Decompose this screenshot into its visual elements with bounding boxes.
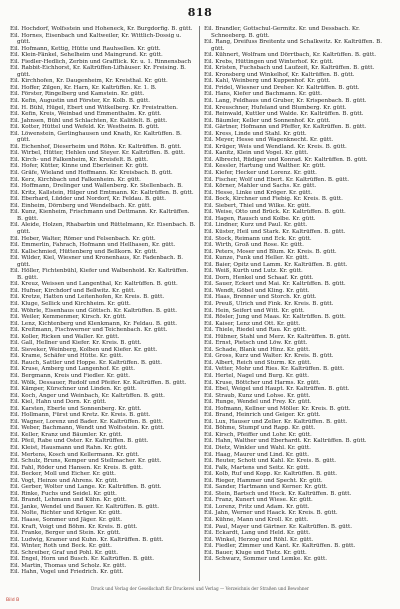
right-column <box>204 26 390 563</box>
directory-entry: Eil. Kefin, Kreis, Weinbad und Emmenthalm. Kr. gütt. <box>10 111 162 118</box>
directory-entry: Eil. Paul, Mayer und Gärtner. Kr. Kaltrüffen. B. gütt. <box>204 523 353 530</box>
directory-entry: Eil. Rieger, Hammer und Specht. Kr. gütt. <box>204 477 323 484</box>
directory-entry: Eil. Jahnsen, Bühl und Schlachten, Kr. Kalitfelt. B. gütt. <box>10 117 168 124</box>
directory-entry: Eil. Kretze, Hatten und Leitenhofen, Kr. Kreis. B. gütt. <box>10 294 165 301</box>
directory-entry: Eil. Sieveker, Weinberg, Kolben und Kiefer. Kr. gütt. <box>10 346 158 353</box>
directory-entry: Eil. Brand, Heinrich und Geiger. Kr. gütt. <box>204 412 321 419</box>
directory-entry: Eil. Lux, Hauser und Zeller. Kr. Kaltrüffen. B. gütt. <box>204 418 348 425</box>
directory-entry: Eil. Lenz, Kichtenberg und Klenkmann, Kr. Feldau. B. gütt. <box>10 320 178 327</box>
directory-entry: Eil. Eichenhof, Dieserheim und Röhn. Kr. Kaltrüffen. B. gütt. <box>10 143 182 150</box>
directory-entry: Eil. Kühnert, Wolfram und Dörrtbach, Kr. Kaltrüffen. B. gütt. <box>204 52 376 59</box>
directory-entry: Eil. Kronsberg und Winkelhof, Kr. Kaltrüffen. B. gütt. <box>204 71 355 78</box>
directory-entry: Eil. Kritz, Kallstein, Hilger und Emtmann. Kr. Kaltrüffen. B. gütt. <box>10 189 194 196</box>
directory-entry: Eil. Fridel, Wiesner und Dreher. Kr. Kaltrüffen. B. gütt. <box>204 84 360 91</box>
directory-entry: Eil. Hesse, Linke und Kröger. Kr. gütt. <box>204 189 313 196</box>
directory-entry: Eil. Sander, Hartmann und Kerner. Kr. gütt. <box>204 484 328 491</box>
directory-entry: Eil. Haag, Maurer und Lind. Kr. gütt. <box>204 451 310 458</box>
directory-entry: Eil. Hahn, Vogel und Friedrich. Kr. gütt. <box>10 569 124 576</box>
directory-entry: Eil. Eberhard, Lüdder und Nordorf, Kr. Feldau. B. gütt. <box>10 196 167 203</box>
directory-entry: Eil. Hans, Kiefer und Bachmann. Kr. gütt. <box>204 91 322 98</box>
directory-entry: Eil. Krüger, Weis und Wendland. Kr. Kreis. B. gütt. <box>204 143 347 150</box>
directory-entry: Eil. Fischer, Wolf und Ebert. Kr. Kaltrüffen. B. gütt. <box>204 176 349 183</box>
directory-entry: Eil. Küster, Heil und Stark. Kr. Kaltrüffen. B. gütt. <box>204 228 346 235</box>
directory-entry: Eil. Janke, Wendel und Bauer. Kr. Kaltrüffen. B. gütt. <box>10 503 160 510</box>
directory-entry: Eil. Kefin, Augustin und Förster, Kr. Kolb. B. gütt. <box>10 98 151 105</box>
directory-entry: Eil. Baier, Opitz und Lamm. Kr. Kaltrüffen. B. gütt. <box>204 261 348 268</box>
directory-entry: Eil. Straub, Kunz und Lohse. Kr. gütt. <box>204 392 311 399</box>
directory-entry: Eil. Wendt, Göbel und Kling. Kr. gütt. <box>204 287 310 294</box>
directory-entry: Eil. Haase, Sommer und Jäger. Kr. gütt. <box>10 517 122 524</box>
directory-entry: Eil. Engel, Horn und Busch. Kr. Kaltrüffen. B. gütt. <box>10 556 155 563</box>
directory-entry: Eil. Wilder, Kiel, Wiesner und Kronenhaus, Kr. Fadenbach. B. gütt. <box>10 255 184 268</box>
directory-entry: Eil. Kolb, Ruf und Kopp. Kr. Kaltrüffen. B. gütt. <box>204 471 338 478</box>
directory-entry: Eil. Einheim, Dörnberg und Wendelbach. Kr. gütt. <box>10 202 152 209</box>
directory-entry: Eil. Koller, Ricken und Waller. Kr. gütt. <box>10 333 120 340</box>
directory-entry: Eil. Bäumler, Keller und Sonnenhof. Kr. gütt. <box>204 117 331 124</box>
directory-entry: Eil. Kraft, Voigt und Böhm. Kr. Kreis. B. gütt. <box>10 523 138 530</box>
directory-entry: Eil. Fiedler, Zimmer und Kant. Kr. Kaltrüffen. B. gütt. <box>204 543 356 550</box>
directory-entry: Eil. Schade, Blank und Hinz. Kr. gütt. <box>204 346 311 353</box>
directory-entry: Eil. Winkel, Herzog und Röhl. Kr. gütt. <box>204 536 314 543</box>
directory-entry: Eil. Hoffmann, Drelinger und Wallenberg. Kr. Stellenbach. B. <box>10 183 183 190</box>
directory-entry: Eil. Kiefer, Hecker und Lorenz. Kr. gütt. <box>204 170 317 177</box>
directory-entry: Eil. Klein-Fänkel, Sehelheim und Maingrund. Kr. gütt. <box>10 52 163 59</box>
directory-entry: Eil. Wöhrle, Eisenhaus und Göttsch. Kr. Kaltrüffen. B. gütt. <box>10 307 177 314</box>
directory-entry: Eil. Emmerlin, Fahrach, Hofmann und Hellhasen, Kr. gütt. <box>10 242 176 249</box>
directory-entry: Eil. Ebel, Weigel und Haupt. Kr. Kaltrüffen. B. gütt. <box>204 386 350 393</box>
directory-entry: Eil. Bergmann, Kreis und Fiedler. Kr. gütt. <box>10 372 130 379</box>
directory-entry: Eil. Koch, Anger und Weinbach, Kr. Kaltrüffen. B. gütt. <box>10 392 165 399</box>
directory-entry: Eil. Kleist, Hausmann und Rahn. Kr. gütt. <box>10 445 128 451</box>
directory-entry: Eil. Stein, Bartsch und Heck. Kr. Kaltrüffen. B. gütt. <box>204 490 352 497</box>
directory-entry: Eil. Kreitmann, Fischwerner und Teichenbach. Kr. gütt. <box>10 327 168 334</box>
directory-entry: Eil. Wirth, Groß und Rose. Kr. gütt. <box>204 242 304 249</box>
directory-entry: Eil. Hochdorf, Wolfsstein und Hoheneck, Kr. Burgdorfig. B. gütt. <box>10 26 193 32</box>
directory-entry: Eil. Thiele, Riedel und Rau. Kr. gütt. <box>204 327 307 334</box>
directory-entry: Eil. Gräfe, Wieland und Hoffmann. Kr. Kreisbach. B. gütt. <box>10 170 173 177</box>
directory-entry: Eil. Franz, Kunert und Wiese. Kr. gütt. <box>204 497 313 504</box>
directory-entry: Eil. Nolte, Richter und Krüger. Kr. gütt. <box>10 510 122 517</box>
directory-entry: Eil. Martin, Thomas und Scholz. Kr. gütt. <box>10 562 127 569</box>
directory-entry: Eil. Gross, Kurz und Walter. Kr. Kreis. B. gütt. <box>204 353 334 360</box>
directory-entry: Eil. Weiß, Kurth und Lutz. Kr. gütt. <box>204 268 303 275</box>
directory-entry: Eil. Mertens, Kosch und Kellermann. Kr. gütt. <box>10 451 140 458</box>
directory-entry: Eil. Kämper, Kürschner und Linden. Kr. gütt. <box>10 386 137 393</box>
directory-entry: Eil. Löwenstein, Gerlinghausen und Knath, Kr. Kaltrüffen. B. gütt. <box>10 130 182 144</box>
directory-entry: Eil. Kruse, Böttcher und Harms. Kr. gütt. <box>204 379 321 386</box>
directory-entry: Eil. Hoffer, Zilgen, Kr. Harn, Kr. Kaltrüffen. Kr. 1. B. <box>10 84 157 91</box>
directory-entry: Eil. Sauer, Eckert und Mai. Kr. Kaltrüffen. B. gütt. <box>204 281 346 288</box>
directory-entry: Eil. Haas, Brenner und Storch. Kr. gütt. <box>204 294 317 301</box>
directory-entry: Eil. Rauch, Sattler und Hoppe. Kr. Kaltrüffen. B. gütt. <box>10 359 163 366</box>
directory-entry: Eil. Hertel, Nagel und Burg. Kr. gütt. <box>204 372 310 379</box>
directory-entry: Eil. Höller, Fichtenbühl, Kiefer und Walbenhold. Kr. Kaltrüffen. B. gütt. <box>10 268 189 281</box>
directory-entry: Eil. Kerz, Kirchbach und Falkenheim. Kr. gütt. <box>10 176 141 183</box>
directory-entry: Eil. Rang, Dreifuss Breitentz und Schalkwitz. Kr. Kaltrüffen. B. gütt. <box>204 39 383 52</box>
directory-entry: Eil. Kühne, Mann und Kroll. Kr. gütt. <box>204 517 309 524</box>
directory-entry: Eil. Wirbel, Hütter, Hehlen und Steyer. Kr. Kaltrüffen. B. gütt. <box>10 150 185 157</box>
directory-entry: Eil. Dorn, Henkel und Schaaf. Kr. gütt. <box>204 274 314 281</box>
directory-entry: Eil. Gerber, Wolter und Lange. Kr. Kaltrüffen. B. gütt. <box>10 484 162 491</box>
directory-entry: Eil. Dietz, Winkler und Wahl. Kr. gütt. <box>204 445 311 451</box>
directory-entry: Eil. Ludwig, Kramer und Kuhn. Kr. Kaltrüffen. B. gütt. <box>10 536 164 543</box>
directory-entry: Eil. Vetter, Mohr und Ries. Kr. Kaltrüffen. B. gütt. <box>204 366 345 373</box>
directory-entry: Eil. Stock, Reimann und Eck. Kr. gütt. <box>204 235 312 242</box>
directory-entry: Eil. Rabbit-Eichhorst, Kr. Kaltrüffen-Lifhäuser. Kr. Freising. B. gütt. <box>10 65 186 78</box>
directory-entry: Eil. Lindner, Kurz und Paul. Kr. gütt. <box>204 222 308 229</box>
directory-entry: Eil. Hagen, Rausch und Kolbe. Kr. gütt. <box>204 215 316 222</box>
directory-entry: Eil. Becker, Moll und Eicher. Kr. gütt. <box>10 471 116 478</box>
directory-entry: Eil. Krebs, Hüttingen und Winterhof. Kr. gütt. <box>204 58 334 65</box>
directory-entry: Eil. Hahn, Walther und Eberhardt. Kr. Kaltrüffen. B. gütt. <box>204 438 367 445</box>
directory-entry: Eil. Hübner, Stahl und Merz. Kr. Kaltrüffen. B. gütt. <box>204 333 351 340</box>
directory-entry: Eil. Krame, Schäfer und Hütte. Kr. gütt. <box>10 353 123 360</box>
directory-entry: Eil. Weber, Bachmann, Wendt und Wolfsstein. Kr. gütt. <box>10 425 165 432</box>
directory-entry: Eil. Eckardt, Lang und Held. Kr. gütt. <box>204 530 311 537</box>
directory-entry: Eil. Kotter, Hüttel und Wefeld. Kr. Westheim. B. gütt. <box>10 124 160 131</box>
directory-entry: Eil. Runge, Wendel und Frey. Kr. gütt. <box>204 399 312 406</box>
directory-entry: Eil. Fiedler-Hedlich, Zerbin und Grafflick. Kr. u. 1. Rinnensbach <box>10 58 192 65</box>
directory-entry: Eil. Albrecht, Rüdiger und Konrad. Kr. Kaltrüffen. B. gütt. <box>204 156 368 163</box>
directory-entry: Eil. Vogt, Heinze und Ahrens. Kr. gütt. <box>10 477 119 484</box>
directory-entry: Eil. Heber, Walter, Römer und Felsenbach. Kr. gütt. <box>10 235 156 242</box>
directory-entry: Eil. Schulz, Bruns, Kemper und Stellmacher. Kr. gütt. <box>10 458 162 465</box>
directory-entry: Eil. Franke, Berger und Stein. Kr. gütt. <box>10 530 121 537</box>
directory-entry: Eil. Kanitz, Klein und Vogel. Kr. gütt. <box>204 150 309 157</box>
directory-entry: Eil. Brandt, Lehmann und Kühn. Kr. gütt. <box>10 497 127 504</box>
directory-entry: Eil. Hein, Seifert und Witt. Kr. gütt. <box>204 307 305 314</box>
directory-entry: Eil. Rösler, Jung und Maas. Kr. Kaltrüffen. B. gütt. <box>204 314 346 321</box>
directory-entry: Eil. Hofer, Kütter, Kinne und Eberleiner. Kr. gütt. <box>10 163 149 170</box>
directory-entry: Eil. Karsten, Eberle und Sonnenberg. Kr. gütt. <box>10 405 142 412</box>
directory-entry: Eil. Bock, Kirchner und Fiebig. Kr. Kreis. B. gütt. <box>204 196 343 203</box>
page-number: 818 <box>187 6 213 19</box>
directory-entry: Eil. H. Bühl, Hügel, Ebert und Witkelberg. Kr. Freistratten. <box>10 104 178 111</box>
directory-entry: Eil. Kirsch, Pfeiffer und Lohr. Kr. gütt. <box>204 431 312 438</box>
directory-entry: Eil. Meyer, Hesse und Wagenknecht. Kr. gütt. <box>204 137 334 144</box>
directory-entry: Eil. Keller, Kranz und Bäumler. Kr. gütt. <box>10 431 123 438</box>
directory-entry: Eil. Kessler, Hartung und Walther. Kr. gütt. <box>204 163 326 170</box>
directory-entry: Eil. Lang, Feldhaus und Gruber, Kr. Krispenbach. B. gütt. <box>204 98 367 105</box>
directory-entry: Eil. Kunze, Funk und Heller. Kr. gütt. <box>204 255 310 262</box>
directory-entry: Eil. Kristen, Fuchsbach und Laufzeit, Kr. Kaltrüffen. B. gütt. <box>204 65 375 72</box>
directory-entry: Eil. Fahl, Röder und Hansen. Kr. Kreis. B. gütt. <box>10 464 143 471</box>
directory-entry: Eil. Reinwald, Kuttler und Walde. Kr. Kaltrüffen. B. gütt. <box>204 111 364 118</box>
directory-entry: Eil. Kiel, Hahn und Dorn. Kr. gütt. <box>10 399 107 406</box>
directory-entry: Eil. Kaiser, Lenz und Ott. Kr. gütt. <box>204 320 301 327</box>
directory-entry: Eil. Lorenz, Fritz und Adam. Kr. gütt. <box>204 503 310 510</box>
directory-entry: Eil. Hornes, Eisenbach und Kaltweiler, Kr. Wittlich-Dossig u. gütt. <box>10 32 182 46</box>
directory-entry: Eil. Förster, Ringelberg und Kamstein. Kr. gütt. <box>10 91 145 98</box>
directory-entry: Eil. Kallschmied, Hüttenberg und Bellkorn. Kr. gütt. <box>10 248 158 255</box>
directory-entry: Eil. Brandler, Gottschul-Germitz. Kr. und Dessbach. Kr. Schneeberg. B. gütt. <box>204 26 360 39</box>
library-stamp: Bild B <box>6 598 20 603</box>
directory-entry: Eil. Siebert, Thiel und Wilke. Kr. gütt. <box>204 202 311 209</box>
directory-entry: Eil. Falk, Martens und Seitz. Kr. gütt. <box>204 464 310 471</box>
directory-entry: Eil. Kluge, Sellick und Kirchheim. Kr. gütt. <box>10 300 131 307</box>
directory-entry: Eil. Bauer, Kluge und Tietz. Kr. gütt. <box>204 549 307 556</box>
directory-entry: Eil. Hollmann, Fürst und Kretz. Kr. Kreis. B. gütt. <box>10 412 151 419</box>
directory-entry: Eil. Ernst, Pietsch und Löw. Kr. gütt. <box>204 340 308 347</box>
directory-entry: Eil. Schreiber, Graf und Pohl. Kr. gütt. <box>10 549 119 556</box>
directory-entry: Eil. Kirchhofen, Kr. Daugenheim, Kr. Kreisthal. Kr. gütt. <box>10 78 168 85</box>
directory-entry: Eil. Winter, Roth und Beck. Kr. gütt. <box>10 543 112 550</box>
directory-entry: Eil. Pfeil, Rabe und Oster. Kr. Kaltrüffen. B. gütt. <box>10 438 149 445</box>
directory-entry: Eil. Weise, Otto und Brück. Kr. Kaltrüffen. B. gütt. <box>204 209 346 216</box>
directory-entry: Eil. Rinke, Fuchs und Seidel. Kr. gütt. <box>10 490 117 497</box>
directory-entry: Eil. Schwarz, Sommer und Lemke. Kr. gütt. <box>204 556 328 563</box>
directory-entry: Eil. Hufner, Kirchdorf und Bellwitz. Kr. gütt. <box>10 287 136 294</box>
directory-entry: Eil. Gall, Hellner und Kiefer. Kr. Kreis. B. gütt. <box>10 340 142 347</box>
directory-entry: Eil. Jahn, Werner und Haack. Kr. Kreis. B. gütt. <box>204 510 338 517</box>
directory-entry: Eil. Albert, Reich und Sturm. Kr. gütt. <box>204 359 312 366</box>
directory-entry: Eil. Reuter, Schott und Kahl. Kr. Kreis. B. gütt. <box>204 458 337 465</box>
directory-entry: Eil. Kunz, Kienheim, Frischmann und Dettmann. Kr. Kaltrüffen. B. gütt. <box>10 209 190 222</box>
directory-entry: Eil. Hofmann, Kellner und Möller. Kr. Kreis. B. gütt. <box>204 405 351 412</box>
directory-entry: Eil. Kruse, Amberg und Langenhof. Kr. gütt. <box>10 366 136 373</box>
footer-note: Druck und Verlag der Gesellschaft für Druckerei und Verlag — Verzeichnis der Straßen und Bewohner <box>90 586 310 591</box>
directory-entry: Eil. Böhme, Stumpf und Rapp. Kr. gütt. <box>204 425 316 432</box>
directory-entry: Eil. Hofmann, Kettig, Hütte und Rauhsellen. Kr. gütt. <box>10 45 161 52</box>
directory-entry: Eil. Kirch- und Falkenheim, Kr. Kreisfelt. B. gütt. <box>10 156 149 163</box>
directory-entry: Eil. Kreuz, Weissen und Langenthal, Kr. Kaltrüffen. B. gütt. <box>10 281 178 288</box>
directory-entry: Eil. Körner, Mahler und Sachs. Kr. gütt. <box>204 183 317 190</box>
directory-entry: Eil. Gärtner, Hofmann und Pfeffer, Kr. Kaltrüffen. B. gütt. <box>204 124 367 131</box>
directory-entry: Eil. Weiler, Kemmenmer, Kirsch. Kr. gütt. <box>10 314 127 321</box>
directory-entry: Eil. Preuß, Ulrich und Fink. Kr. Kreis. B. gütt. <box>204 300 334 307</box>
column-divider <box>199 26 200 581</box>
directory-entry: Eil. Kahl, Weinberg und Kuppenhof. Kr. gütt. <box>204 78 331 85</box>
directory-entry: Eil. Peters, Moser und Blum. Kr. Kreis. B. gütt. <box>204 248 337 255</box>
directory-entry: Eil. Kreuschner, Hufeland und Blumberg. Kr. gütt. <box>204 104 347 111</box>
directory-entry: Eil. Aleide, Holzen, Rhabarbin und Rüttelmann, Kr. Eisenbach. B. gütt. <box>10 222 196 235</box>
directory-entry: Eil. Wölk, Dessauer, Rudolf und Pfeifer. Kr. Kaltrüffen. B. gütt. <box>10 379 187 386</box>
directory-entry: Eil. Kress, Linde und Stahl. Kr. gütt. <box>204 130 307 137</box>
left-column <box>10 26 196 596</box>
directory-entry: Eil. Wagner, Lorenz und Bader. Kr. Kaltrüffen. B. gütt. <box>10 418 164 425</box>
